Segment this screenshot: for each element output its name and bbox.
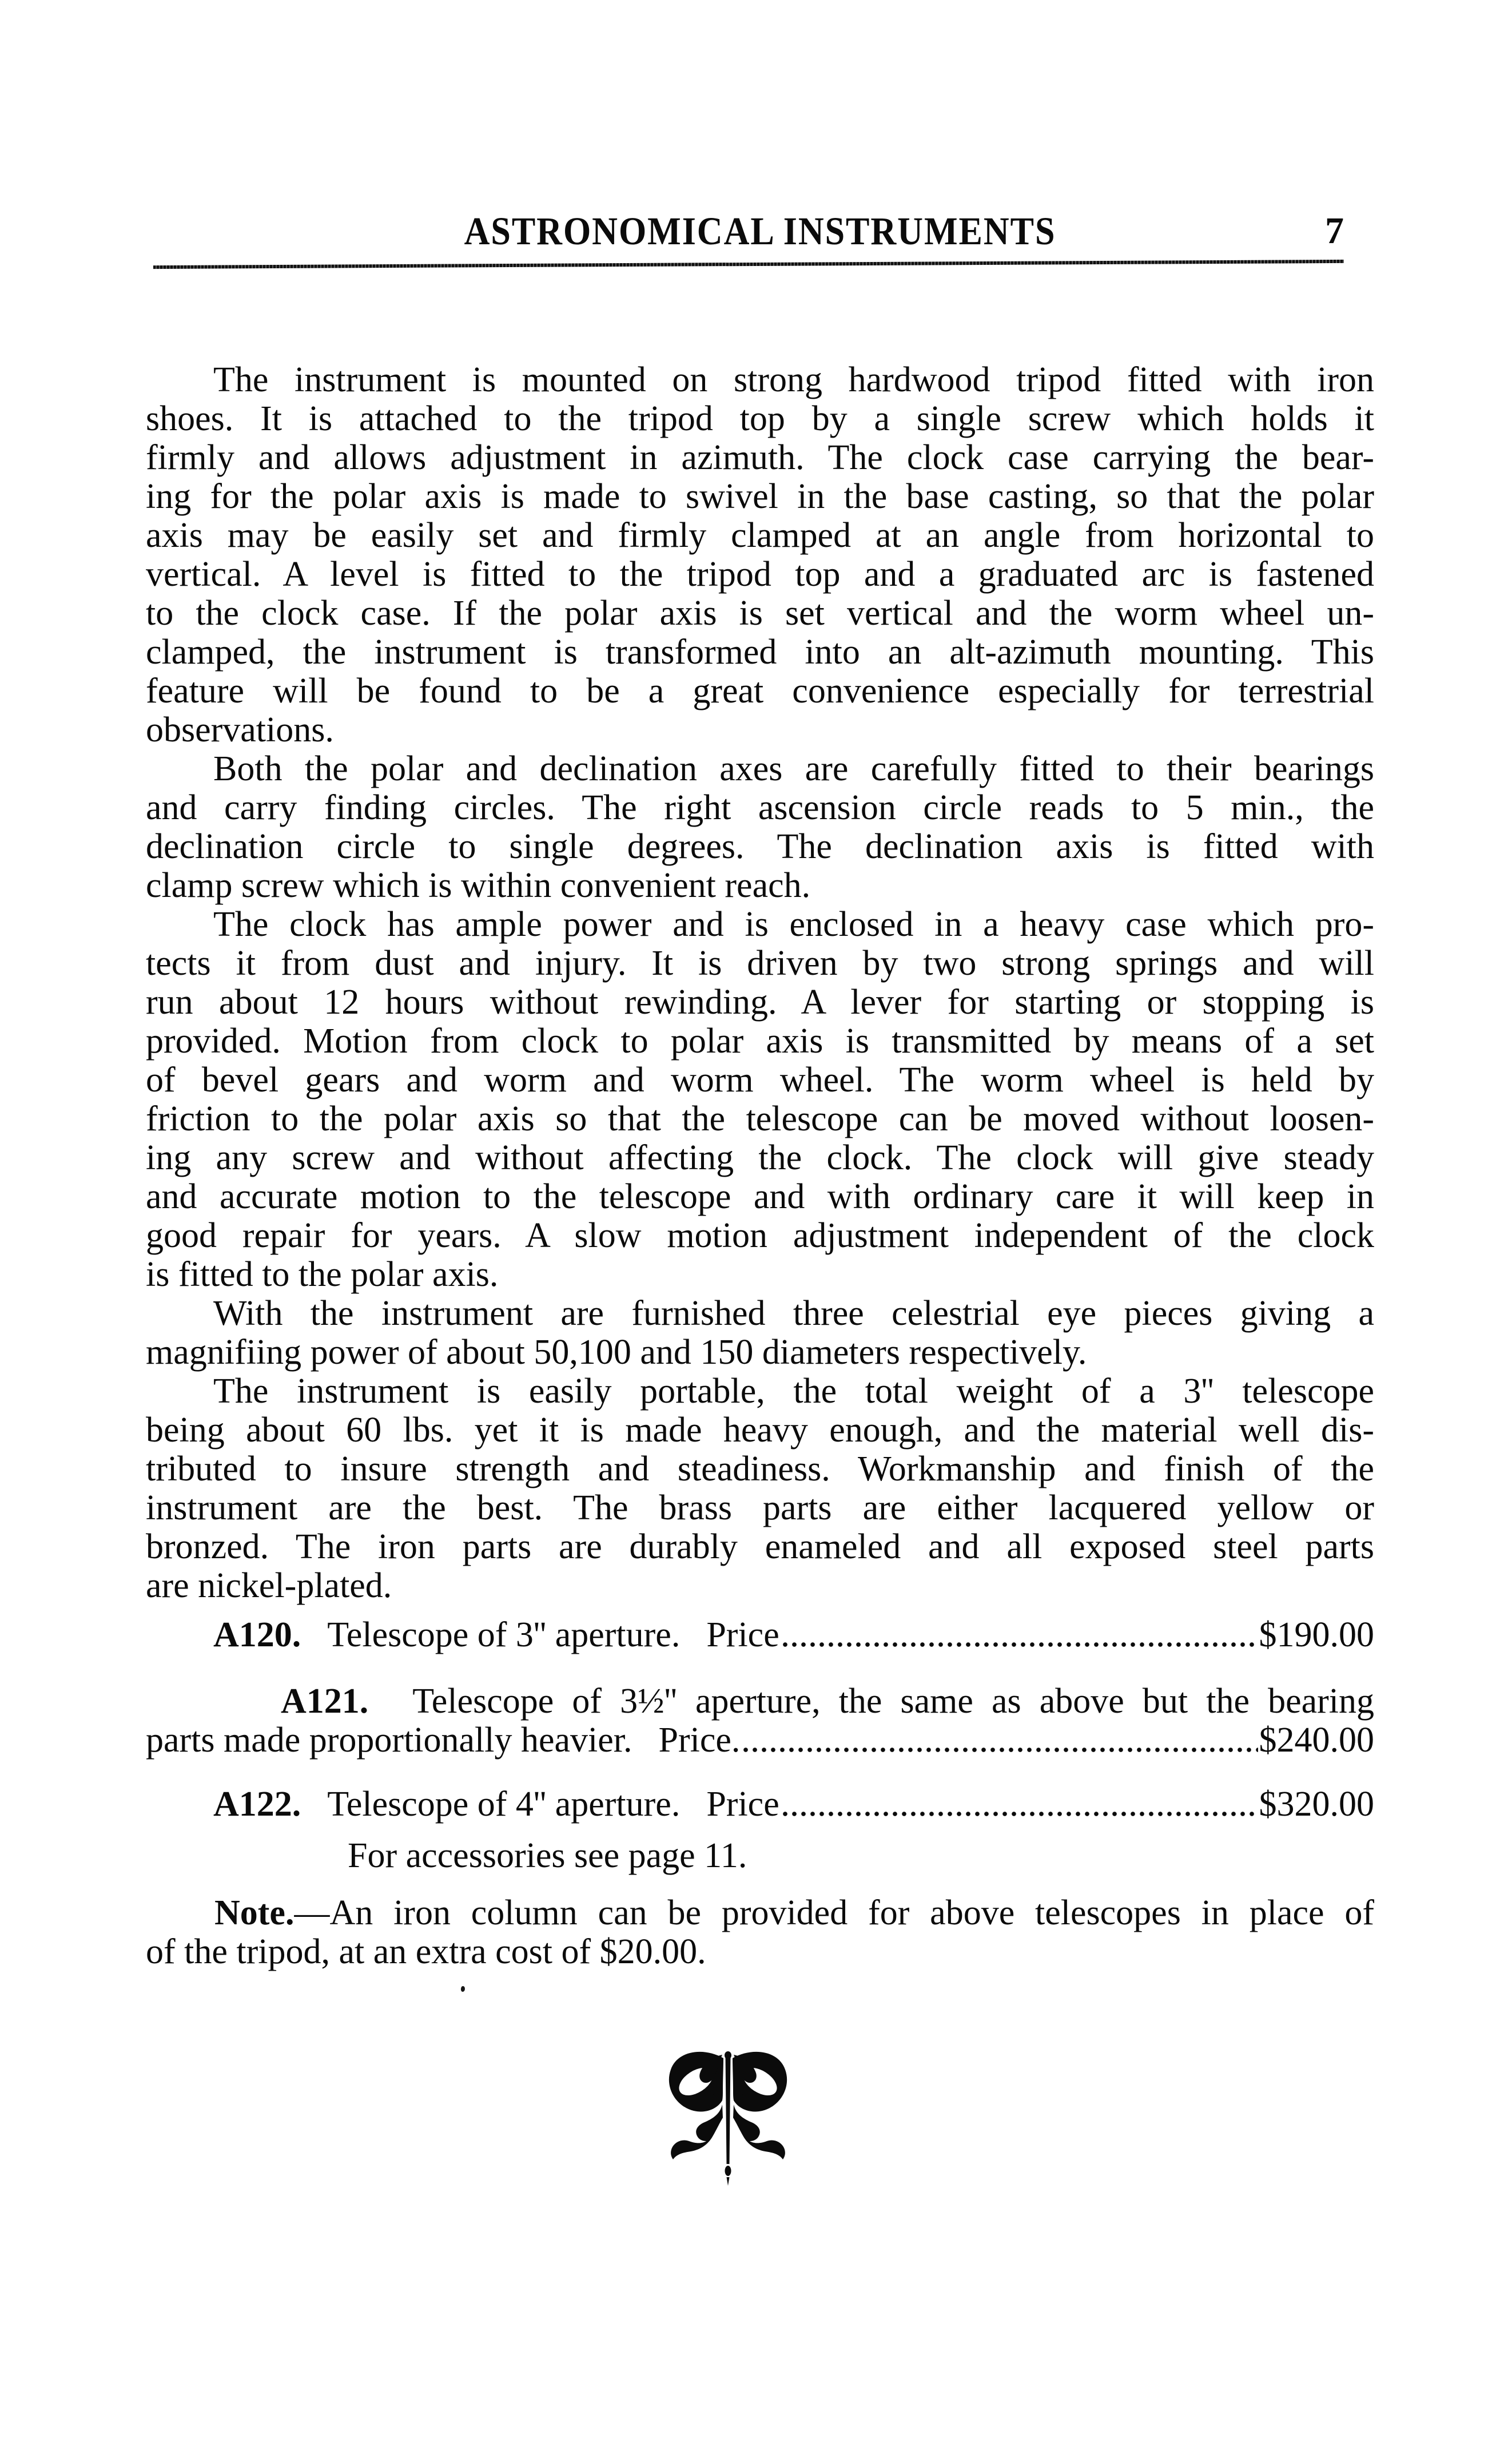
ink-speck bbox=[460, 1986, 465, 1992]
catalog-entry-a122 bbox=[146, 1785, 1374, 1824]
entry-line bbox=[146, 1682, 1374, 1721]
note-paragraph bbox=[146, 1893, 1374, 1971]
text-line: declination circle to single degrees. The declination axis is fitted with bbox=[146, 827, 1374, 866]
catalog-list bbox=[146, 1615, 1374, 1971]
text-line: The instrument is easily portable, the total weight of a 3'' telescope bbox=[213, 1372, 1374, 1411]
item-price: $240.00 bbox=[1259, 1721, 1374, 1760]
price-label: Price bbox=[706, 1785, 779, 1824]
paragraph bbox=[146, 360, 1374, 749]
page-title: ASTRONOMICAL INSTRUMENTS bbox=[464, 209, 1056, 253]
text-line: Both the polar and declination axes are carefully fitted to their bearings bbox=[213, 749, 1374, 788]
text-line: friction to the polar axis so that the telescope can be moved without loosen- bbox=[146, 1099, 1374, 1138]
text-line: ing any screw and without affecting the clock. The clock will give steady bbox=[146, 1138, 1374, 1177]
text-line: to the clock case. If the polar axis is set vertical and the worm wheel un- bbox=[146, 594, 1374, 633]
item-code: A121. bbox=[281, 1682, 369, 1721]
item-description-continued: parts made proportionally heavier. bbox=[146, 1721, 632, 1760]
item-description: Telescope of 4'' aperture. bbox=[327, 1785, 681, 1824]
text-line: The clock has ample power and is enclosed in a heavy case which pro- bbox=[213, 905, 1374, 944]
text-line: ing for the polar axis is made to swivel in the base casting, so that the polar bbox=[146, 477, 1374, 516]
paragraph bbox=[146, 905, 1374, 1294]
note-label: Note. bbox=[214, 1893, 295, 1932]
text-line: and accurate motion to the telescope and with ordinary care it will keep in bbox=[146, 1177, 1374, 1216]
text-line: observations. bbox=[146, 710, 334, 749]
text-line: shoes. It is attached to the tripod top by a single screw which holds it bbox=[146, 399, 1374, 438]
note-line: of the tripod, at an extra cost of $20.00. bbox=[146, 1932, 706, 1971]
item-description: Telescope of 3'' aperture. bbox=[327, 1615, 681, 1654]
dot-leader bbox=[781, 1641, 1258, 1649]
paragraph bbox=[146, 1294, 1374, 1372]
text-line: clamp screw which is within convenient reach. bbox=[146, 866, 811, 905]
text-line: With the instrument are furnished three celestrial eye pieces giving a bbox=[213, 1294, 1374, 1333]
text-line: The instrument is mounted on strong hardwood tripod fitted with iron bbox=[213, 360, 1374, 399]
text-line: tributed to insure strength and steadiness. Workmanship and finish of the bbox=[146, 1450, 1374, 1488]
text-line: magnifiing power of about 50,100 and 150 diameters respectively. bbox=[146, 1333, 1087, 1372]
text-line: firmly and allows adjustment in azimuth. The clock case carrying the bear- bbox=[146, 438, 1374, 477]
text-line: and carry finding circles. The right ascension circle reads to 5 min., the bbox=[146, 788, 1374, 827]
item-code: A120. bbox=[213, 1615, 301, 1654]
text-line: axis may be easily set and firmly clamped at an angle from horizontal to bbox=[146, 516, 1374, 555]
price-label: Price bbox=[706, 1615, 779, 1654]
item-code: A122. bbox=[213, 1785, 301, 1824]
accessories-line: For accessories see page 11. bbox=[348, 1836, 747, 1875]
text-line: bronzed. The iron parts are durably enameled and all exposed steel parts bbox=[146, 1527, 1374, 1566]
text-line: run about 12 hours without rewinding. A lever for starting or stopping is bbox=[146, 983, 1374, 1022]
catalog-entry-a120 bbox=[146, 1615, 1374, 1654]
price-label: Price. bbox=[658, 1721, 741, 1760]
page-number: 7 bbox=[1325, 210, 1344, 252]
item-price: $320.00 bbox=[1259, 1785, 1374, 1824]
body-text bbox=[146, 360, 1374, 1605]
dot-leader bbox=[741, 1746, 1258, 1754]
item-description: Telescope of 3½'' aperture, the same as above but the bearing bbox=[412, 1682, 1374, 1721]
catalog-entry-a121 bbox=[146, 1682, 1374, 1760]
text-line: are nickel-plated. bbox=[146, 1566, 392, 1605]
text-line: vertical. A level is fitted to the tripod top and a graduated arc is fastened bbox=[146, 555, 1374, 594]
item-price: $190.00 bbox=[1259, 1615, 1374, 1654]
text-line: tects it from dust and injury. It is driven by two strong springs and will bbox=[146, 944, 1374, 983]
text-line: is fitted to the polar axis. bbox=[146, 1255, 499, 1294]
text-line: provided. Motion from clock to polar axis is transmitted by means of a set bbox=[146, 1022, 1374, 1061]
paragraph bbox=[146, 749, 1374, 905]
text-line: instrument are the best. The brass parts are either lacquered yellow or bbox=[146, 1488, 1374, 1527]
dot-leader bbox=[781, 1810, 1258, 1818]
text-line: feature will be found to be a great convenience especially for terrestrial bbox=[146, 672, 1374, 710]
note-text: —An iron column can be provided for above telescopes in place of bbox=[294, 1893, 1374, 1932]
text-line: of bevel gears and worm and worm wheel. The worm wheel is held by bbox=[146, 1061, 1374, 1099]
butterfly-fleuron-ornament bbox=[668, 2051, 788, 2188]
text-line: being about 60 lbs. yet it is made heavy enough, and the material well dis- bbox=[146, 1411, 1374, 1450]
text-line: clamped, the instrument is transformed into an alt-azimuth mounting. This bbox=[146, 633, 1374, 672]
paragraph bbox=[146, 1372, 1374, 1605]
header-rule bbox=[153, 260, 1344, 269]
note-line bbox=[146, 1893, 1374, 1932]
text-line: good repair for years. A slow motion adjustment independent of the clock bbox=[146, 1216, 1374, 1255]
